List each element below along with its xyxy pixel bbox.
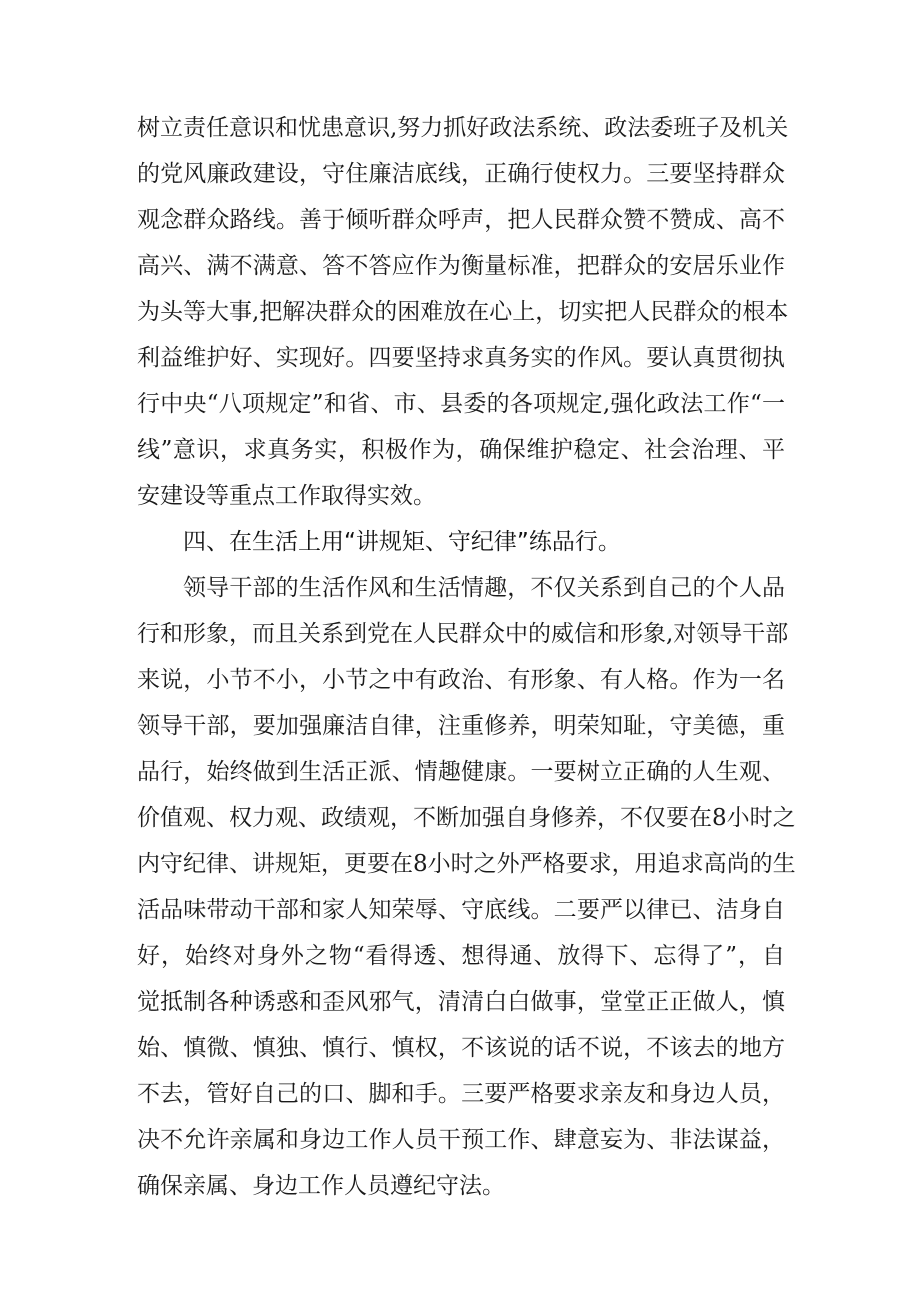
paragraph-2-line-14: 确保亲属、身边工作人员遵纪守法。 (137, 1173, 505, 1199)
paragraph-1-line-4: 高兴、满不满意、答不答应作为衡量标准，把群众的安居乐业作 (137, 253, 785, 279)
paragraph-1-line-9: 安建设等重点工作取得实效。 (137, 483, 436, 509)
paragraph-2-line-1: 领导干部的生活作风和生活情趣，不仅关系到自己的个人品 (183, 575, 785, 601)
paragraph-2-line-10: 觉抵制各种诱惑和歪风邪气，清清白白做事，堂堂正正做人，慎 (137, 989, 785, 1015)
paragraph-2-line-5: 品行，始终做到生活正派、情趣健康。一要树立正确的人生观、 (137, 759, 785, 785)
paragraph-2-line-8: 活品味带动干部和家人知荣辱、守底线。二要严以律已、洁身自 (137, 897, 785, 923)
paragraph-2-line-11: 始、慎微、慎独、慎行、慎权，不该说的话不说，不该去的地方 (137, 1035, 785, 1061)
paragraph-1-line-1: 树立责任意识和忧患意识,努力抓好政法系统、政法委班子及机关 (137, 115, 789, 141)
paragraph-1-line-3: 观念群众路线。善于倾听群众呼声，把人民群众赞不赞成、高不 (137, 207, 785, 233)
paragraph-2-line-2: 行和形象，而且关系到党在人民群众中的威信和形象,对领导干部 (137, 621, 789, 647)
paragraph-1-line-6: 利益维护好、实现好。四要坚持求真务实的作风。要认真贯彻执 (137, 345, 785, 371)
paragraph-2-line-12: 不去，管好自己的口、脚和手。三要严格要求亲友和身边人员， (137, 1081, 785, 1107)
paragraph-2-line-13: 决不允许亲属和身边工作人员干预工作、肆意妄为、非法谋益， (137, 1127, 785, 1153)
paragraph-2-line-7: 内守纪律、讲规矩，更要在8小时之外严格要求，用追求高尚的生 (137, 851, 796, 877)
paragraph-2-line-3: 来说，小节不小，小节之中有政治、有形象、有人格。作为一名 (137, 667, 785, 693)
paragraph-2-line-6: 价值观、权力观、政绩观，不断加强自身修养，不仅要在8小时之 (137, 805, 796, 831)
section-heading: 四、在生活上用“讲规矩、守纪律”练品行。 (183, 529, 621, 555)
paragraph-1-line-5: 为头等大事,把解决群众的困难放在心上，切实把人民群众的根本 (137, 299, 789, 325)
paragraph-2-line-9: 好，始终对身外之物“看得透、想得通、放得下、忘得了”，自 (137, 943, 785, 969)
paragraph-1-line-2: 的党风廉政建设，守住廉洁底线，正确行使权力。三要坚持群众 (137, 161, 785, 187)
paragraph-2-line-4: 领导干部，要加强廉洁自律，注重修养，明荣知耻，守美德，重 (137, 713, 785, 739)
paragraph-1-line-8: 线”意识，求真务实，积极作为，确保维护稳定、社会治理、平 (137, 437, 785, 463)
paragraph-1-line-7: 行中央“八项规定”和省、市、县委的各项规定,强化政法工作“一 (137, 391, 785, 417)
